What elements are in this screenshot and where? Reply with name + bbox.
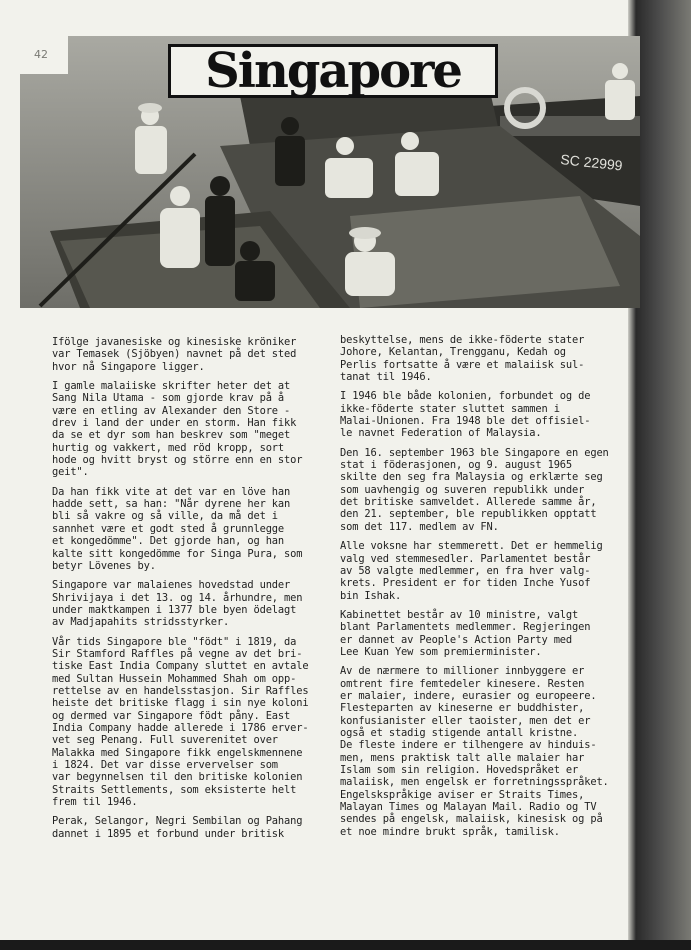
left-text-column: [52, 336, 320, 847]
paragraph: Den 16. september 1963 ble Singapore en egen stat i föderasjonen, og 9. august 1965 skilte den seg fra Malaysia og erklærte seg som uavhengig og suveren republikk under det britiske samveldet. Allerede samme år, den 21. september, ble republikken opptatt som det 117. medlem av FN.: [340, 446, 609, 533]
paragraph: Alle voksne har stemmerett. Det er hemmelig valg ved stemmesedler. Parlamentet består av 58 valgte medlemmer, en fra hver valg- krets. President er for tiden Inche Yusof bin Ishak.: [340, 540, 603, 602]
paragraph: beskyttelse, mens de ikke-föderte stater Johore, Kelantan, Trengganu, Kedah og Perlis fortsatte å være et malaiisk sul- tanat til 1946.: [340, 334, 585, 384]
paragraph: Singapore var malaienes hovedstad under Shrivijaya i det 13. og 14. århundre, men under maktkampen i 1377 ble byen ödelagt av Madjapahits stridsstyrker.: [52, 579, 303, 629]
paragraph: I 1946 ble både kolonien, forbundet og de ikke-föderte stater sluttet sammen i Malai-Unionen. Fra 1948 ble det offisiel- le navnet Federation of Malaysia.: [340, 390, 591, 440]
paragraph: Kabinettet består av 10 ministre, valgt blant Parlamentets medlemmer. Regjeringen er dannet av People's Action Party med Lee Kuan Yew som premierminister.: [340, 608, 591, 658]
paragraph: Av de nærmere to millioner innbyggere er omtrent fire femtedeler kinesere. Resten er malaier, indere, eurasier og europeere. Flesteparten av kineserne er buddhister, konfusianister eller taoister, men det er også et stadig stigende antall kristne. De fleste indere er tilhengere av hinduis- men, mens praktisk talt alle malaier har Islam som sin religion. Hovedspråket er malaiisk, men engelsk er forretningsspråket. Engelskspråkige aviser er Straits Times, Malayan Times og Malayan Mail. Radio og TV sendes på engelsk, malaiisk, kinesisk og på et noe mindre brukt språk, tamilisk.: [340, 665, 609, 838]
page-number: 42: [20, 36, 68, 74]
hull-number: SC 22999: [559, 151, 624, 174]
paragraph: Da han fikk vite at det var en löve han hadde sett, sa han: "Når dyrene her kan bli så vakre og så ville, da må det i sannhet være et godt sted å grunnlegge et kongedömme". Det gjorde han, og han kalte sitt kongedömme for Singa Pura, som betyr Lövenes by.: [52, 485, 303, 572]
scan-edge-bottom: [0, 940, 691, 950]
title-banner: [168, 44, 498, 98]
right-text-column: [340, 334, 616, 845]
paragraph: I gamle malaiiske skrifter heter det at Sang Nila Utama - som gjorde krav på å være en etling av Alexander den Store - drev i land der under en storm. Han fikk da se et dyr som han beskrev som "meget hurtig og vakkert, med röd kropp, sort hode og hvitt bryst og större enn en stor geit".: [52, 380, 303, 479]
paragraph: Ifölge javanesiske og kinesiske kröniker var Temasek (Sjöbyen) navnet på det sted hvor nå Singapore ligger.: [52, 336, 297, 373]
paragraph: Vår tids Singapore ble "födt" i 1819, da Sir Stamford Raffles på vegne av det bri- tiske East India Company sluttet en avtale med Sultan Hussein Mohammed Shah om opp- rettelse av en handelsstasjon. Sir Raffles heiste det britiske flagg i sin nye koloni og dermed var Singapore födt påny. East India Company hadde allerede i 1786 erver- vet seg Penang. Full suverenitet over Malakka med Singapore fikk engelskmennene i 1824. Det var disse ervervelser som var begynnelsen til den britiske kolonien Straits Settlements, som eksisterte helt frem til 1946.: [52, 635, 309, 809]
paragraph: Perak, Selangor, Negri Sembilan og Pahang dannet i 1895 et forbund under britisk: [52, 815, 303, 840]
page-title: Singapore: [205, 43, 461, 99]
